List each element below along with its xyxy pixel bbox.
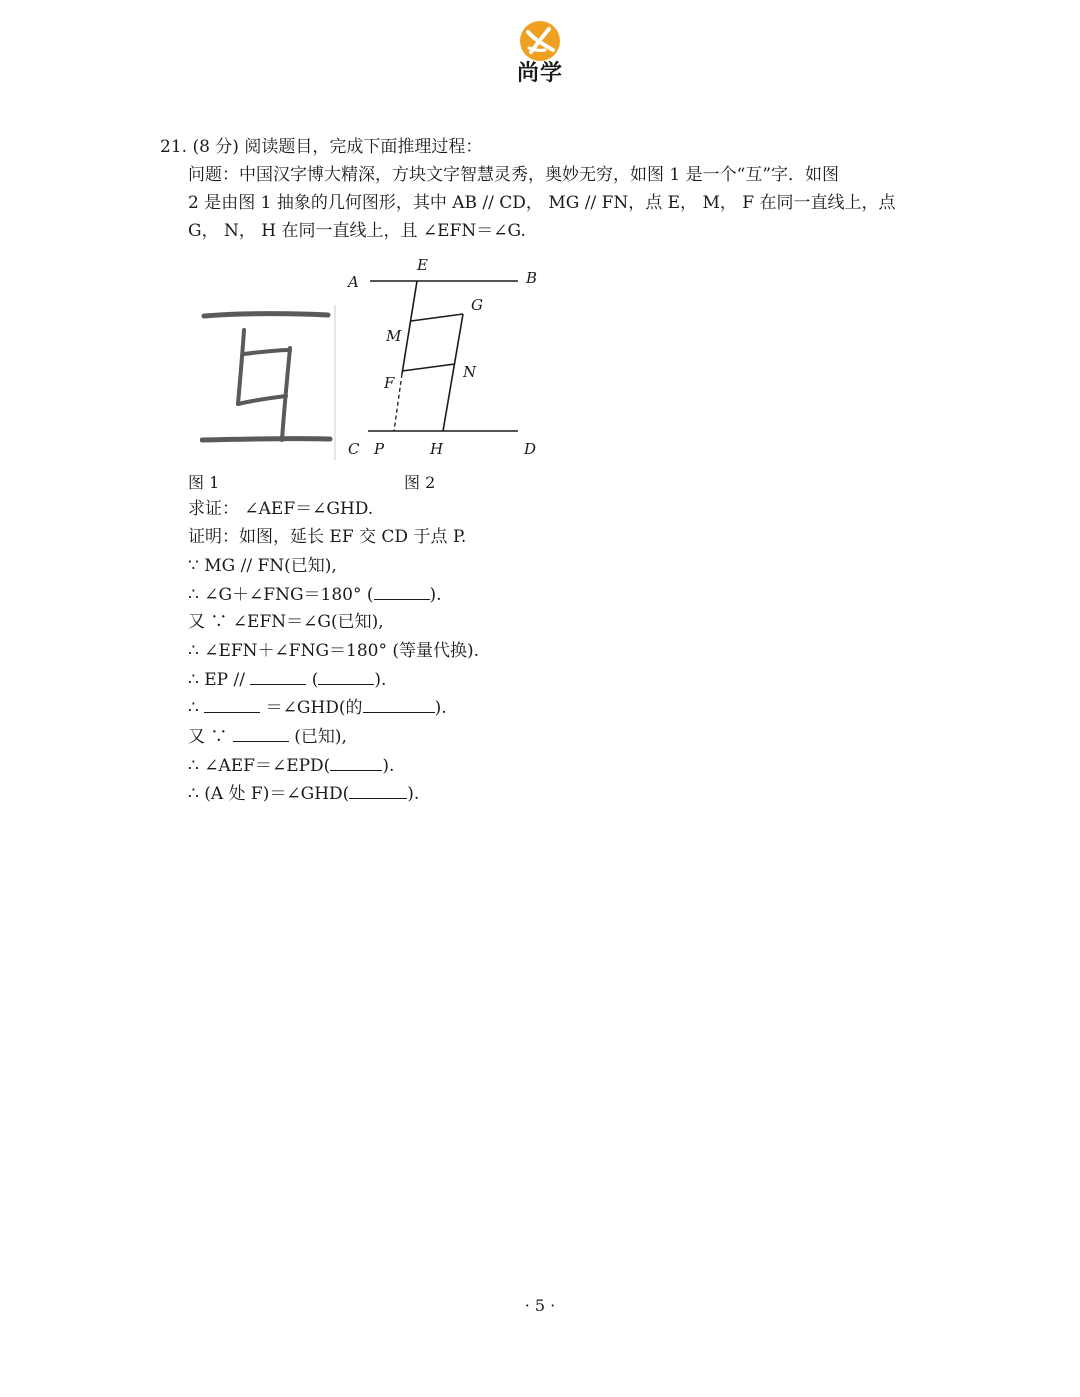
segment-fp-dashed: [394, 374, 402, 431]
proof-step-4: ∴ ∠EFN＋∠FNG＝180° (等量代换).: [188, 641, 480, 661]
segment-mg: [411, 314, 463, 321]
page-number: · 5 ·: [524, 1296, 556, 1315]
question-number: 21. (8 分) 阅读题目，完成下面推理过程：: [160, 137, 483, 157]
figure-1-character: [200, 300, 340, 465]
answer-blank-8[interactable]: [349, 782, 407, 799]
proof-step-7: [188, 725, 347, 748]
figure-2-geometry: [340, 250, 550, 465]
segment-ef: [402, 281, 417, 374]
proof-goal: 求证： ∠AEF＝∠GHD.: [188, 499, 374, 519]
problem-line-2: 2 是由图 1 抽象的几何图形，其中 AB // CD， MG // FN，点 E， M， F 在同一直线上，点: [188, 193, 896, 213]
label-n: N: [463, 363, 477, 381]
proof-method: 证明：如图，延长 EF 交 CD 于点 P.: [188, 527, 467, 547]
answer-blank-4[interactable]: [204, 696, 260, 713]
proof-step-5-end: ).: [374, 670, 387, 690]
proof-step-2-end: ).: [429, 585, 442, 605]
answer-blank-2[interactable]: [250, 668, 306, 685]
proof-step-2: [188, 583, 442, 606]
proof-step-6-mid: ＝∠GHD(的: [260, 698, 363, 718]
proof-step-5: [188, 668, 386, 691]
proof-step-6-text: ∴: [188, 698, 205, 718]
answer-blank-3[interactable]: [318, 668, 374, 685]
logo-mark-icon: [519, 20, 561, 62]
proof-step-8-end: ).: [382, 756, 395, 776]
proof-step-5-text: ∴ EP //: [188, 670, 251, 690]
label-d: D: [524, 440, 537, 458]
label-m: M: [386, 327, 402, 345]
proof-step-1: ∵ MG // FN(已知),: [188, 556, 337, 576]
label-b: B: [526, 269, 538, 287]
label-f: F: [384, 374, 395, 392]
proof-step-9: [188, 782, 419, 805]
proof-step-3: 又 ∵ ∠EFN＝∠G(已知),: [188, 612, 384, 632]
label-a: A: [348, 273, 359, 291]
answer-blank-7[interactable]: [330, 754, 382, 771]
label-p: P: [374, 440, 385, 458]
problem-line-3: G， N， H 在同一直线上，且 ∠EFN＝∠G.: [188, 221, 526, 241]
segment-gh: [443, 314, 463, 431]
proof-step-8-text: ∴ ∠AEF＝∠EPD(: [188, 756, 331, 776]
label-e: E: [417, 256, 428, 274]
proof-step-5-mid: (: [306, 670, 319, 690]
proof-step-2-text: ∴ ∠G＋∠FNG＝180° (: [188, 585, 374, 605]
answer-blank-1[interactable]: [374, 583, 430, 600]
figure-1-caption: 图 1: [188, 473, 220, 492]
figure-2-caption: 图 2: [404, 473, 436, 492]
proof-step-9-text: ∴ (A 处 F)＝∠GHD(: [188, 784, 350, 804]
brand-logo: [497, 20, 583, 92]
segment-fn: [402, 364, 455, 371]
logo-text: 尚学: [516, 61, 563, 86]
label-g: G: [471, 296, 483, 314]
answer-blank-6[interactable]: [233, 725, 289, 742]
label-c: C: [348, 440, 360, 458]
answer-blank-5[interactable]: [363, 696, 435, 713]
label-h: H: [430, 440, 444, 458]
proof-step-6: [188, 696, 447, 719]
proof-step-7-end: (已知),: [288, 727, 347, 747]
proof-step-9-end: ).: [407, 784, 420, 804]
proof-step-7-text: 又 ∵: [188, 727, 233, 747]
proof-step-6-end: ).: [434, 698, 447, 718]
problem-line-1: 问题：中国汉字博大精深，方块文字智慧灵秀，奥妙无穷，如图 1 是一个“互”字．如图: [188, 165, 840, 185]
proof-step-8: [188, 754, 394, 777]
